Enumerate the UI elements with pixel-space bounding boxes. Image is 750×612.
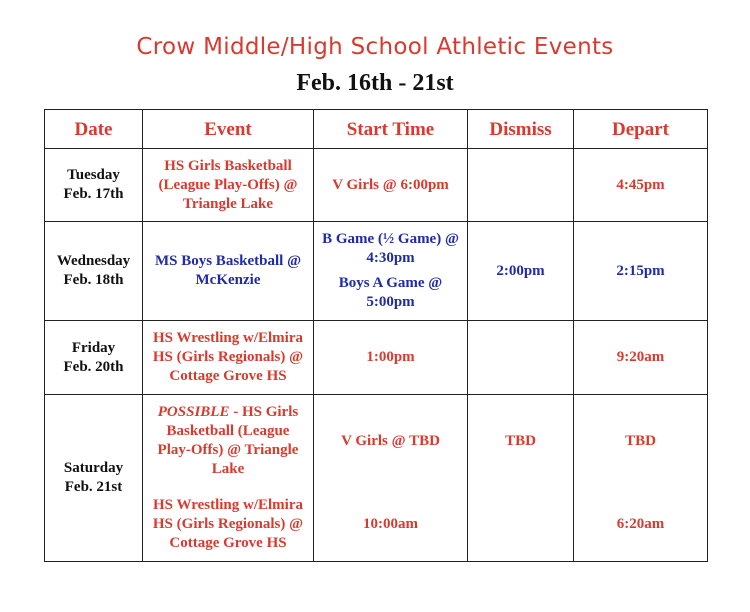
date-cell [45, 395, 143, 562]
dismiss-cell [468, 321, 574, 395]
date-label: Feb. 21st [64, 479, 123, 495]
event-cell [143, 395, 314, 488]
table-row [45, 395, 708, 488]
possible-label: POSSIBLE [157, 404, 230, 421]
date-label: Feb. 17th [63, 186, 124, 202]
header-date: Date [45, 110, 143, 149]
header-row [45, 110, 708, 149]
depart-cell: 4:45pm [574, 149, 708, 222]
event-text: - HS Girls Basketball (League Play-Offs) @ Triangle Lake [157, 404, 299, 478]
dismiss-cell [468, 149, 574, 222]
start-time-a-game: Boys A Game @ 5:00pm [338, 275, 443, 310]
depart-cell: TBD [574, 395, 708, 488]
start-time-cell [314, 222, 468, 321]
date-cell [45, 222, 143, 321]
event-cell: MS Boys Basketball @ McKenzie [143, 222, 314, 321]
dismiss-cell: TBD [468, 395, 574, 488]
table-row [45, 222, 708, 321]
table-row [45, 149, 708, 222]
start-time-b-game: B Game (½ Game) @ 4:30pm [322, 231, 459, 266]
depart-cell: 2:15pm [574, 222, 708, 321]
header-start-time: Start Time [314, 110, 468, 149]
start-time-cell: V Girls @ TBD [314, 395, 468, 488]
header-depart: Depart [574, 110, 708, 149]
events-table [44, 109, 708, 562]
day-label: Wednesday [56, 253, 131, 269]
day-label: Friday [71, 339, 116, 356]
date-cell [45, 321, 143, 395]
day-label: Tuesday [67, 167, 120, 183]
dismiss-cell: 2:00pm [468, 222, 574, 321]
event-cell: HS Wrestling w/Elmira HS (Girls Regionals) @ Cottage Grove HS [143, 321, 314, 395]
start-time-cell: 10:00am [314, 488, 468, 562]
header-dismiss: Dismiss [468, 110, 574, 149]
event-cell: HS Girls Basketball (League Play-Offs) @ Triangle Lake [143, 149, 314, 222]
depart-cell: 9:20am [574, 321, 708, 395]
table-row [45, 321, 708, 395]
day-label: Saturday [63, 460, 124, 476]
date-cell [45, 149, 143, 222]
page-title: Crow Middle/High School Athletic Events [136, 34, 614, 60]
date-label: Feb. 18th [63, 272, 124, 288]
dismiss-cell [468, 488, 574, 562]
page-subtitle: Feb. 16th - 21st [296, 70, 454, 96]
depart-cell: 6:20am [574, 488, 708, 562]
date-label: Feb. 20th [63, 358, 124, 375]
header-event: Event [143, 110, 314, 149]
table-row [45, 488, 708, 562]
start-time-cell: V Girls @ 6:00pm [314, 149, 468, 222]
event-cell: HS Wrestling w/Elmira HS (Girls Regionals) @ Cottage Grove HS [143, 488, 314, 562]
start-time-cell: 1:00pm [314, 321, 468, 395]
